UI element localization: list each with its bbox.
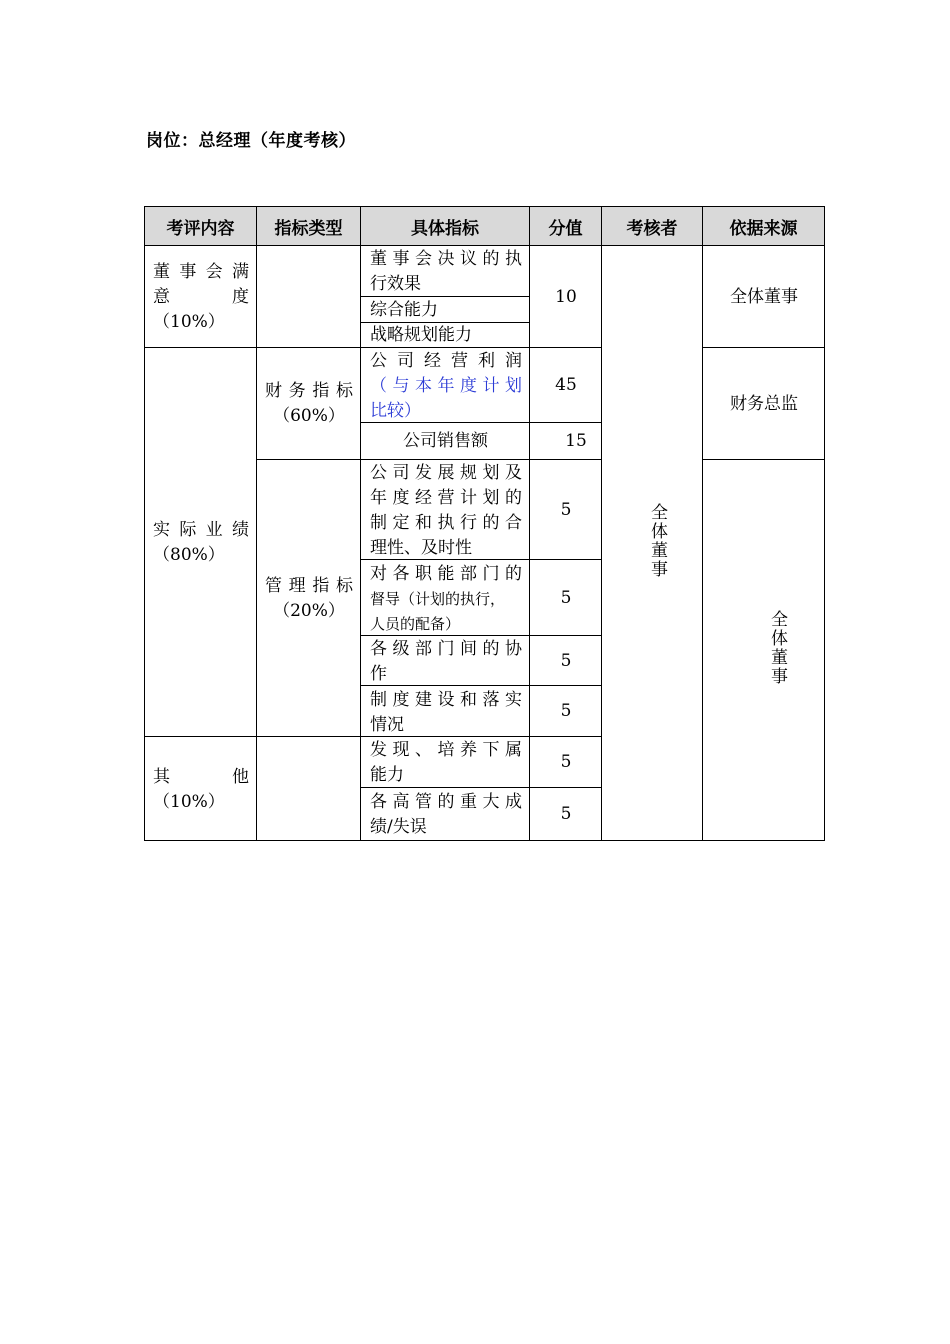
indicator-department-supervision: 对各职能部门的 督导（计划的执行， 人员的配备） <box>370 564 522 633</box>
indicator-overall-ability: 综合能力 <box>370 300 438 320</box>
content-board-weight: （10%） <box>153 312 225 332</box>
indicator-board-resolution: 董事会决议的执 行效果 <box>370 249 522 294</box>
score-sales: 15 <box>565 431 587 451</box>
indicator-operating-profit: 公司经营利润 （与本年度计划 比较） <box>370 351 522 421</box>
content-performance: 实际业绩 （80%） <box>153 520 249 565</box>
score-cooperation: 5 <box>560 651 572 671</box>
source-finance-director: 财务总监 <box>730 394 798 414</box>
score-system-building: 5 <box>560 701 572 721</box>
indicator-sales: 公司销售额 <box>403 431 488 451</box>
score-talent: 5 <box>560 752 572 772</box>
source-all-directors: 全体董事 <box>767 610 787 686</box>
header-type: 指标类型 <box>257 207 360 245</box>
score-profit: 45 <box>555 375 577 395</box>
source-board: 全体董事 <box>730 287 798 307</box>
indicator-cooperation: 各级部门间的协 作 <box>370 639 522 684</box>
header-assessor: 考核者 <box>602 207 702 245</box>
content-board: 董事会满 意 度 <box>153 262 249 307</box>
type-finance: 财务指标 （60%） <box>265 381 353 426</box>
header-source: 依据来源 <box>703 207 824 245</box>
indicator-talent-development: 发现、培养下属 能力 <box>370 740 522 785</box>
score-supervision: 5 <box>560 588 572 608</box>
indicator-system-building: 制度建设和落实 情况 <box>370 690 522 735</box>
score-board: 10 <box>555 287 577 307</box>
content-other: 其 他 （10%） <box>153 767 249 812</box>
indicator-major-achievements: 各高管的重大成 绩/失误 <box>370 792 522 837</box>
type-management: 管理指标 （20%） <box>265 576 353 621</box>
indicator-development-plan: 公司发展规划及 年度经营计划的 制定和执行的合 理性、及时性 <box>370 463 522 558</box>
assessor-all-directors: 全体董事 <box>647 503 667 579</box>
score-achievements: 5 <box>560 804 572 824</box>
header-indicator: 具体指标 <box>361 207 529 245</box>
header-content: 考评内容 <box>145 207 256 245</box>
indicator-strategy-planning: 战略规划能力 <box>370 325 472 345</box>
header-score: 分值 <box>530 207 601 245</box>
page-title: 岗位：总经理（年度考核） <box>146 131 356 151</box>
score-development-plan: 5 <box>560 500 572 520</box>
